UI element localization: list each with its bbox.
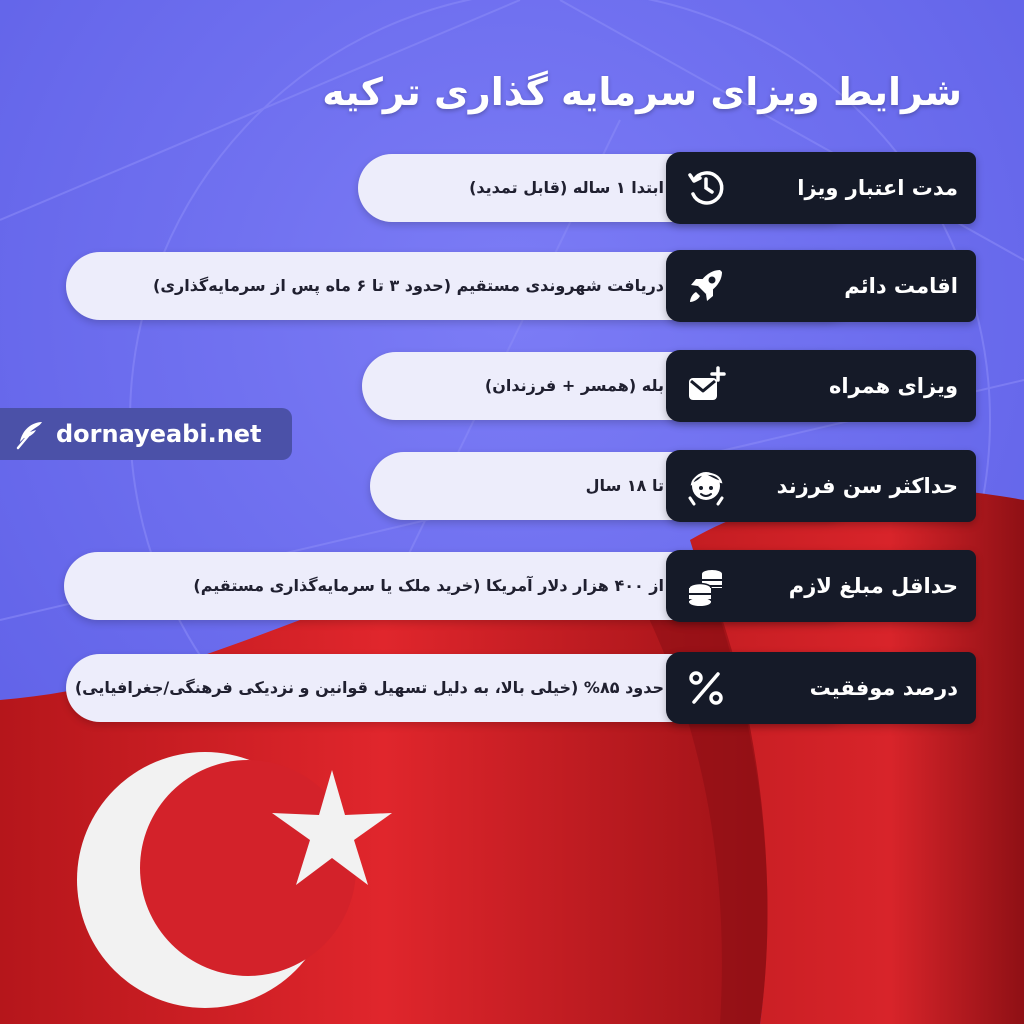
label-box (666, 550, 976, 622)
clock-history-icon (684, 166, 728, 210)
info-row-permanent-residency (0, 250, 1024, 322)
label-box (666, 350, 976, 422)
row-label: مدت اعتبار ویزا (797, 176, 958, 200)
info-row-min-amount (0, 550, 1024, 622)
label-box (666, 450, 976, 522)
coins-icon (684, 564, 728, 608)
row-label: حداقل مبلغ لازم (788, 574, 958, 598)
row-label: درصد موفقیت (809, 676, 958, 700)
info-row-success-rate (0, 652, 1024, 724)
label-box (666, 250, 976, 322)
label-box (666, 652, 976, 724)
row-value: بله (همسر + فرزندان) (484, 376, 664, 395)
row-label: ویزای همراه (828, 374, 958, 398)
row-value: ابتدا ۱ ساله (قابل تمدید) (469, 178, 664, 197)
feather-logo-icon (14, 418, 46, 450)
row-value: از ۴۰۰ هزار دلار آمریکا (خرید ملک یا سرمایه‌گذاری مستقیم) (193, 576, 664, 595)
page-title: شرایط ویزای سرمایه گذاری ترکیه (322, 70, 962, 114)
row-value: حدود ۸۵% (خیلی بالا، به دلیل تسهیل قوانین و نزدیکی فرهنگی/جغرافیایی) (74, 678, 664, 697)
row-value: تا ۱۸ سال (585, 476, 664, 495)
mail-plus-icon (684, 364, 728, 408)
site-watermark (0, 408, 292, 460)
watermark-text: dornayeabi.net (56, 420, 262, 448)
row-label: اقامت دائم (844, 274, 958, 298)
info-row-max-child-age (0, 450, 1024, 522)
label-box (666, 152, 976, 224)
info-row-visa-validity (0, 152, 1024, 224)
row-value: دریافت شهروندی مستقیم (حدود ۳ تا ۶ ماه پس از سرمایه‌گذاری) (153, 276, 664, 295)
percent-icon (684, 666, 728, 710)
row-label: حداکثر سن فرزند (776, 474, 958, 498)
child-face-icon (684, 464, 728, 508)
rocket-icon (684, 264, 728, 308)
